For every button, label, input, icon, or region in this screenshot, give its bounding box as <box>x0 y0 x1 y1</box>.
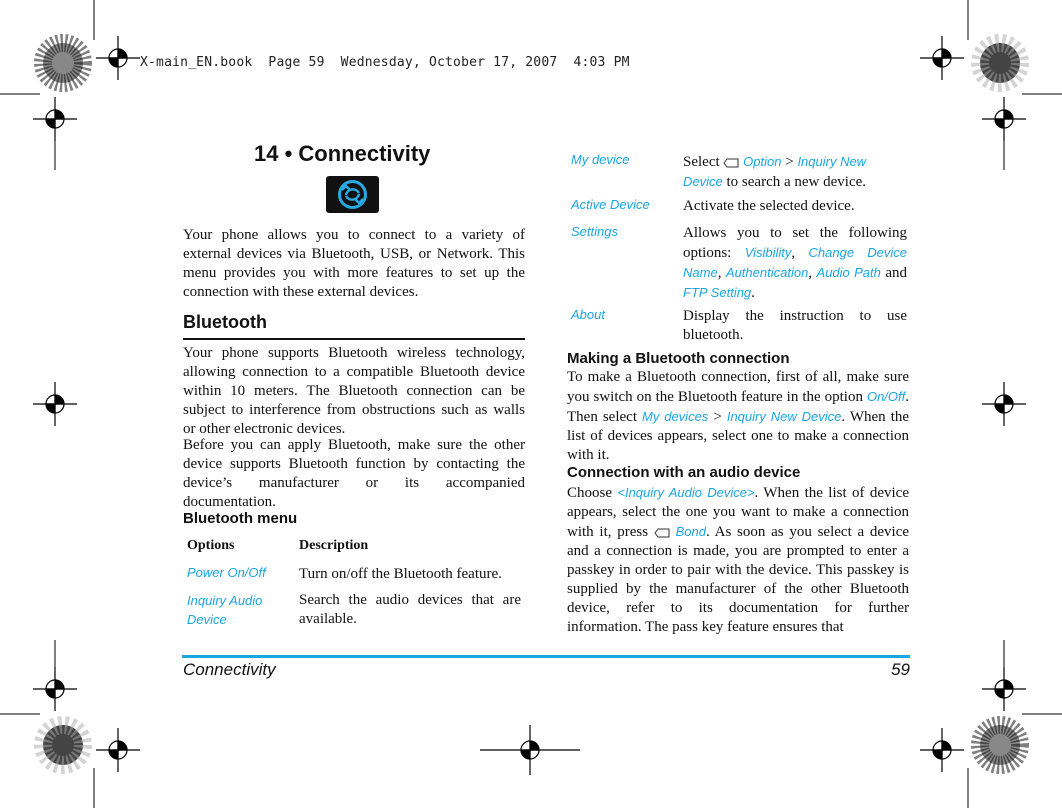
menu-separator: > <box>785 154 794 170</box>
option-description: Allows you to set the following options: Visibility, Change Device Name, Authentication, Audio Path and FTP Setting. <box>683 225 908 301</box>
option-inquiry-audio-device: Inquiry Audio Device <box>187 593 263 627</box>
option-power-on-off: Power On/Off <box>187 565 266 580</box>
menu-separator: > <box>713 409 722 425</box>
text-run: . Then select <box>567 389 909 425</box>
making-connection-paragraph <box>567 368 909 465</box>
menu-option: Option <box>743 154 782 169</box>
text-run: . When the list of device appears, select the one you want to make a connection with it, press <box>567 485 909 540</box>
footer-rule <box>182 655 910 658</box>
option-on-off: On/Off <box>866 389 906 404</box>
footer-section-name: Connectivity <box>183 660 276 679</box>
setting-audio-path: Audio Path <box>816 265 881 280</box>
menu-inquiry-new-device: Inquiry New Device <box>683 154 867 189</box>
option-description <box>683 152 907 192</box>
setting-ftp: FTP Setting <box>683 285 752 300</box>
text-rest: to search a new device. <box>726 174 867 190</box>
table-header-description: Description <box>299 538 369 553</box>
option-description: Display the instruction to use bluetooth. <box>683 308 907 343</box>
print-slug: X-main_EN.book Page 59 Wednesday, October 17, 2007 4:03 PM <box>140 55 630 70</box>
setting-change-device-name: Change Device Name <box>683 245 908 280</box>
page-number: 59 <box>891 660 910 679</box>
menu-inquiry-new-device: Inquiry New Device <box>726 409 842 424</box>
option-my-device: My device <box>571 152 630 167</box>
option-description: Search the audio devices that are available. <box>299 592 521 627</box>
text-select: Select <box>683 154 720 170</box>
section-title-bluetooth: Bluetooth <box>183 312 267 332</box>
bluetooth-paragraph-2: Before you can apply Bluetooth, make sure the other device supports Bluetooth function by contacting the device’s manufacturer or its accompanied documentation. <box>183 437 525 510</box>
text-run: . As soon as you select a device and a connection is made, you are prompted to enter a passkey in order to pair with the device. This passkey is supplied by the manufacturer of the other Bluetooth device, refer to its documentation for further information. The pass key feature ensures that <box>567 524 910 635</box>
text-run: To make a Bluetooth connection, first of all, make sure you switch on the Bluetooth feature in the option <box>567 369 909 405</box>
intro-paragraph: Your phone allows you to connect to a variety of external devices via Bluetooth, USB, or Network. This menu provides you with more features to set up the connection with these external devices. <box>183 227 525 300</box>
settings-lead: Allows you to set the following options: <box>683 225 907 261</box>
option-bond: Bond <box>675 524 706 539</box>
making-connection-title: Making a Bluetooth connection <box>567 350 790 367</box>
menu-my-devices: My devices <box>642 409 709 424</box>
softkey-icon <box>723 158 739 168</box>
softkey-icon <box>654 528 670 538</box>
option-description: Turn on/off the Bluetooth feature. <box>299 566 502 582</box>
section-rule <box>183 338 525 340</box>
connectivity-icon <box>326 176 379 213</box>
setting-authentication: Authentication <box>725 265 809 280</box>
audio-connection-title: Connection with an audio device <box>567 464 801 481</box>
text-and: and <box>885 265 907 281</box>
option-active-device: Active Device <box>571 197 650 212</box>
setting-visibility: Visibility <box>744 245 792 260</box>
chapter-title: 14 • Connectivity <box>254 141 431 166</box>
option-inquiry-audio-device: <Inquiry Audio Device> <box>617 485 755 500</box>
option-about: About <box>571 307 605 322</box>
text-run: Choose <box>567 485 612 501</box>
option-settings: Settings <box>571 224 618 239</box>
bluetooth-paragraph-1: Your phone supports Bluetooth wireless technology, allowing connection to a compatible Bluetooth device within 10 meters. The Bluetooth connection can be subject to interference from obstructions such as walls or other electronic devices. <box>183 345 525 437</box>
table-header-options: Options <box>187 538 235 553</box>
audio-connection-paragraph <box>567 483 909 637</box>
bluetooth-menu-title: Bluetooth menu <box>183 510 298 527</box>
text-run: . When the list of devices appears, select one to make a connection with it. <box>567 409 910 463</box>
option-description: Activate the selected device. <box>683 198 855 214</box>
